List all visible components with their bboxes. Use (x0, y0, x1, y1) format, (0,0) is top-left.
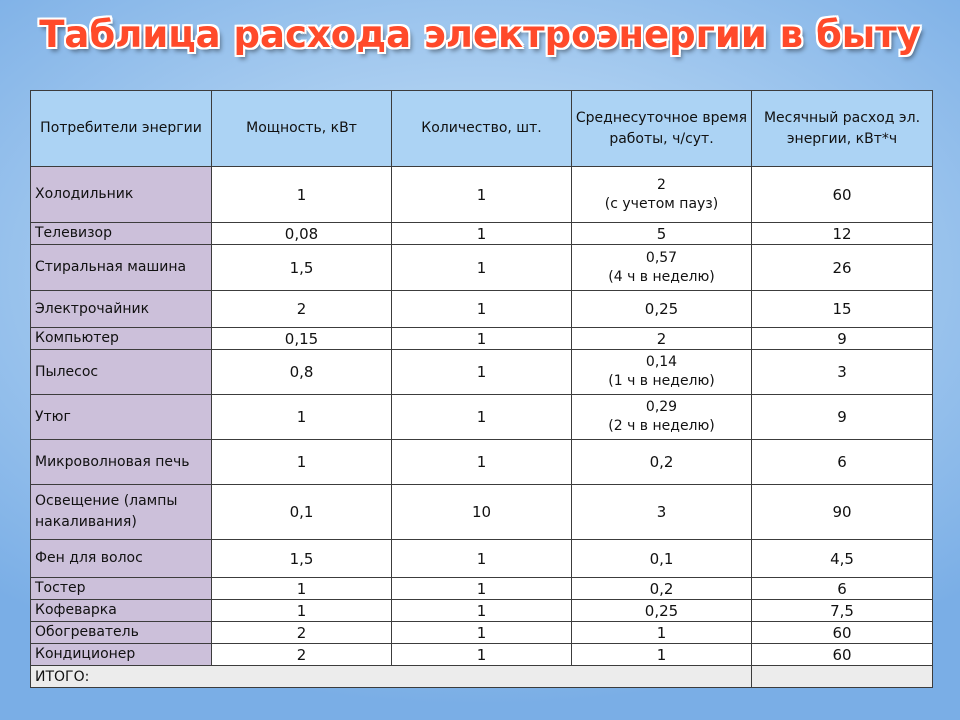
consumer-name: Пылесос (31, 350, 212, 395)
power-cell: 1 (212, 395, 392, 440)
monthly-cell: 15 (752, 291, 933, 328)
daily-time-value: 0,57 (645, 249, 678, 266)
consumer-name: Обогреватель (31, 622, 212, 644)
power-cell: 1,5 (212, 245, 392, 291)
daily-time-cell: 3 (572, 485, 752, 540)
table-row (31, 622, 933, 644)
daily-time-cell: 0,1 (572, 540, 752, 578)
total-row (31, 666, 933, 688)
daily-time-cell (572, 167, 752, 223)
quantity-cell: 10 (392, 485, 572, 540)
power-cell: 2 (212, 291, 392, 328)
consumer-name: Микроволновая печь (31, 440, 212, 485)
monthly-cell: 60 (752, 644, 933, 666)
monthly-cell: 6 (752, 440, 933, 485)
quantity-cell: 1 (392, 167, 572, 223)
daily-time-value: 0,29 (645, 399, 678, 415)
power-cell: 0,1 (212, 485, 392, 540)
daily-time-cell: 2 (572, 328, 752, 350)
power-cell: 1,5 (212, 540, 392, 578)
header-power: Мощность, кВт (212, 91, 392, 167)
table-row (31, 350, 933, 395)
daily-time-value: 0,14 (645, 354, 678, 370)
power-cell: 0,8 (212, 350, 392, 395)
daily-time-cell: 0,25 (572, 600, 752, 622)
monthly-cell: 9 (752, 328, 933, 350)
consumer-name: Стиральная машина (31, 245, 212, 291)
daily-time-value: 2 (657, 176, 666, 193)
total-label: ИТОГО: (31, 666, 752, 688)
daily-time-note: (с учетом пауз) (604, 195, 719, 212)
consumer-name: Телевизор (31, 223, 212, 245)
table-row (31, 644, 933, 666)
page-title: Таблица расхода электроэнергии в быту (39, 13, 921, 56)
table-row (31, 578, 933, 600)
power-cell: 0,15 (212, 328, 392, 350)
quantity-cell: 1 (392, 600, 572, 622)
daily-time-cell: 5 (572, 223, 752, 245)
monthly-cell: 12 (752, 223, 933, 245)
monthly-cell: 26 (752, 245, 933, 291)
quantity-cell: 1 (392, 644, 572, 666)
daily-time-cell: 0,2 (572, 578, 752, 600)
quantity-cell: 1 (392, 350, 572, 395)
daily-time-cell (572, 395, 752, 440)
table-row (31, 395, 933, 440)
power-cell: 1 (212, 167, 392, 223)
daily-time-cell (572, 350, 752, 395)
header-daily-time: Среднесуточное время работы, ч/сут. (572, 91, 752, 167)
quantity-cell: 1 (392, 622, 572, 644)
quantity-cell: 1 (392, 578, 572, 600)
total-value (752, 666, 933, 688)
monthly-cell: 4,5 (752, 540, 933, 578)
power-cell: 0,08 (212, 223, 392, 245)
header-consumers: Потребители энергии (31, 91, 212, 167)
quantity-cell: 1 (392, 440, 572, 485)
quantity-cell: 1 (392, 245, 572, 291)
quantity-cell: 1 (392, 540, 572, 578)
table-row (31, 440, 933, 485)
table-row (31, 167, 933, 223)
table-row (31, 485, 933, 540)
monthly-cell: 90 (752, 485, 933, 540)
table-row (31, 600, 933, 622)
table-row (31, 245, 933, 291)
consumer-name: Холодильник (31, 167, 212, 223)
consumer-name: Кофеварка (31, 600, 212, 622)
daily-time-cell: 1 (572, 622, 752, 644)
daily-time-note: (2 ч в неделю) (608, 418, 715, 434)
monthly-cell: 60 (752, 622, 933, 644)
consumer-name: Утюг (31, 395, 212, 440)
quantity-cell: 1 (392, 395, 572, 440)
consumer-name: Тостер (31, 578, 212, 600)
table-row (31, 223, 933, 245)
consumer-name: Компьютер (31, 328, 212, 350)
daily-time-note: (4 ч в неделю) (608, 268, 715, 285)
table-row (31, 540, 933, 578)
monthly-cell: 60 (752, 167, 933, 223)
header-row (31, 91, 933, 167)
power-cell: 1 (212, 578, 392, 600)
quantity-cell: 1 (392, 223, 572, 245)
consumer-name: Электрочайник (31, 291, 212, 328)
power-cell: 1 (212, 600, 392, 622)
consumer-name: Освещение (лампы накаливания) (31, 485, 212, 540)
header-quantity: Количество, шт. (392, 91, 572, 167)
power-cell: 2 (212, 622, 392, 644)
quantity-cell: 1 (392, 291, 572, 328)
monthly-cell: 9 (752, 395, 933, 440)
header-monthly-consumption: Месячный расход эл. энергии, кВт*ч (752, 91, 933, 167)
monthly-cell: 7,5 (752, 600, 933, 622)
energy-consumption-table (30, 90, 933, 688)
daily-time-cell: 0,2 (572, 440, 752, 485)
table-row (31, 291, 933, 328)
quantity-cell: 1 (392, 328, 572, 350)
daily-time-cell: 0,25 (572, 291, 752, 328)
power-cell: 1 (212, 440, 392, 485)
power-cell: 2 (212, 644, 392, 666)
daily-time-cell (572, 245, 752, 291)
daily-time-note: (1 ч в неделю) (608, 373, 715, 389)
table-row (31, 328, 933, 350)
consumer-name: Фен для волос (31, 540, 212, 578)
daily-time-cell: 1 (572, 644, 752, 666)
monthly-cell: 3 (752, 350, 933, 395)
monthly-cell: 6 (752, 578, 933, 600)
consumer-name: Кондиционер (31, 644, 212, 666)
